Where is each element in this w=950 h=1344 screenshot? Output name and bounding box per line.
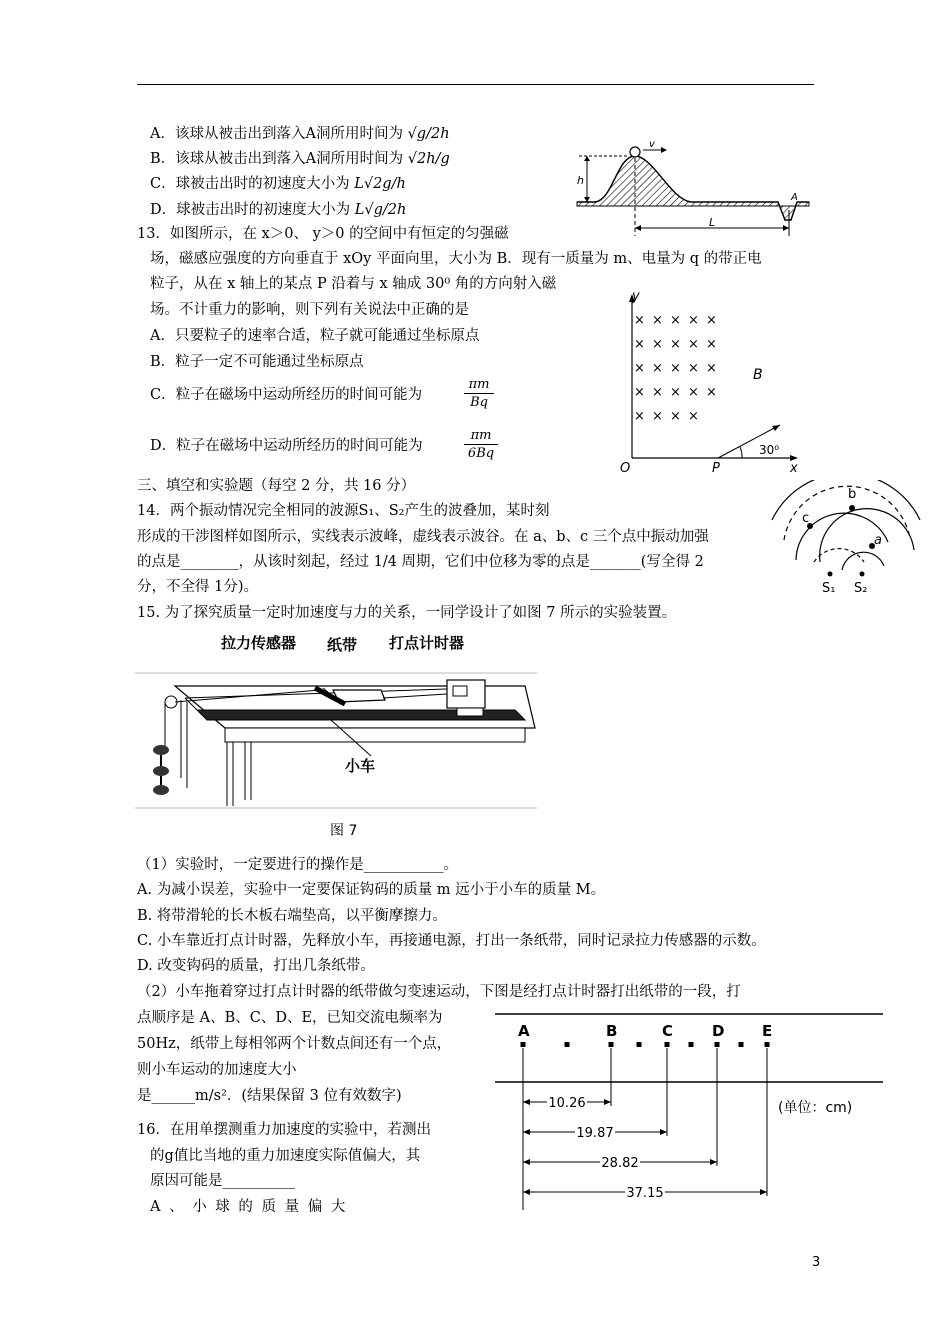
field-cross-mark: × bbox=[688, 337, 699, 352]
fig13-y-label: y bbox=[632, 289, 640, 304]
tape-count-dot bbox=[609, 1042, 614, 1047]
q15-intro: 15. 为了探究质量一定时加速度与力的关系，一同学设计了如图 7 所示的实验装置。 bbox=[137, 605, 677, 621]
tape-intermediate-dot bbox=[689, 1042, 694, 1047]
q13-option-b: B．粒子一定不可能通过坐标原点 bbox=[150, 354, 364, 370]
label-timer: 打点计时器 bbox=[389, 634, 465, 652]
tape-distance-label: 19.87 bbox=[576, 1126, 614, 1141]
fig14-c-label: c bbox=[802, 511, 810, 526]
q15-part2-line4: 则小车运动的加速度大小 bbox=[137, 1062, 297, 1078]
field-cross-mark: × bbox=[688, 313, 699, 328]
q12-option-d bbox=[150, 200, 406, 220]
q15-part2-line5: 是______m/s²．(结果保留 3 位有效数字) bbox=[137, 1088, 402, 1104]
golf-hill-figure bbox=[573, 140, 813, 240]
field-cross-mark: × bbox=[634, 409, 645, 424]
figure7-caption: 图 7 bbox=[330, 823, 358, 839]
fig12-v-label: v bbox=[649, 140, 655, 150]
q16-line3: 原因可能是__________ bbox=[150, 1173, 295, 1189]
label-cart: 小车 bbox=[345, 757, 376, 775]
field-cross-mark: × bbox=[688, 385, 699, 400]
field-cross-mark: × bbox=[652, 361, 663, 376]
q15-part2-line3: 50Hz，纸带上每相邻两个计数点间还有一个点， bbox=[137, 1036, 452, 1052]
label-force-sensor: 拉力传感器 bbox=[221, 634, 297, 652]
tape-point-label: D bbox=[712, 1022, 725, 1040]
q12-option-c-text: C．球被击出时的初速度大小为 bbox=[150, 176, 350, 192]
field-cross-mark: × bbox=[634, 313, 645, 328]
field-cross-mark: × bbox=[652, 385, 663, 400]
q15-part2-line1: （2）小车拖着穿过打点计时器的纸带做匀变速运动，下图是经打点计时器打出纸带的一段，打 bbox=[137, 984, 741, 1000]
field-cross-mark: × bbox=[688, 409, 699, 424]
tape-count-dot bbox=[521, 1042, 526, 1047]
field-cross-mark: × bbox=[634, 337, 645, 352]
q15-option-a: A. 为减小误差，实验中一定要保证钩码的质量 m 远小于小车的质量 M。 bbox=[137, 882, 606, 898]
q12-option-a-expr: √g/2h bbox=[407, 126, 450, 142]
q16-line2: 的g值比当地的重力加速度实际值偏大，其 bbox=[150, 1148, 421, 1164]
q14-line2: 形成的干涉图样如图所示，实线表示波峰，虚线表示波谷。在 a、b、c 三个点中振动加强 bbox=[137, 529, 709, 545]
fig12-l-label: L bbox=[709, 216, 716, 229]
q16-option-a: A 、 小 球 的 质 量 偏 大 bbox=[150, 1199, 346, 1215]
q13-line3: 粒子，从在 x 轴上的某点 P 沿着与 x 轴成 30⁰ 角的方向射入磁 bbox=[150, 276, 557, 292]
interference-figure bbox=[764, 480, 924, 600]
tape-unit-label: (单位：cm) bbox=[778, 1100, 853, 1116]
field-cross-mark: × bbox=[652, 337, 663, 352]
tape-intermediate-dot bbox=[739, 1042, 744, 1047]
field-crosses bbox=[634, 313, 717, 424]
q16-line1: 16．在用单摆测重力加速度的实验中，若测出 bbox=[137, 1122, 431, 1138]
q13-option-d: D．粒子在磁场中运动所经历的时间可能为 bbox=[150, 438, 423, 454]
q13-line4: 场。不计重力的影响，则下列有关说法中正确的是 bbox=[150, 302, 469, 318]
field-cross-mark: × bbox=[670, 361, 681, 376]
fig13-o-label: O bbox=[620, 461, 631, 474]
tape-count-dot bbox=[715, 1042, 720, 1047]
field-cross-mark: × bbox=[634, 385, 645, 400]
q13-option-d-fraction bbox=[464, 428, 498, 462]
q13-line2: 场，磁感应强度的方向垂直于 xOy 平面向里，大小为 B．现有一质量为 m、电量为 q 的带正电 bbox=[150, 251, 762, 267]
section3-heading: 三、填空和实验题（每空 2 分，共 16 分） bbox=[137, 478, 416, 494]
q12-option-d-expr: L√g/2h bbox=[354, 202, 407, 218]
tape-intermediate-dot bbox=[637, 1042, 642, 1047]
q13-d-denominator: 6Bq bbox=[467, 446, 495, 461]
page-number: 3 bbox=[812, 1255, 821, 1270]
fig14-s2-label: S₂ bbox=[854, 581, 868, 596]
tape-dimension-arrow bbox=[710, 1159, 717, 1165]
fig13-p-label: P bbox=[712, 461, 720, 474]
fig13-x-label: x bbox=[790, 461, 798, 474]
fig14-s1-label: S₁ bbox=[822, 581, 836, 596]
fig12-a-label: A bbox=[791, 192, 798, 203]
top-rule bbox=[137, 84, 814, 85]
tape-point-label: C bbox=[662, 1022, 674, 1040]
label-paper-tape: 纸带 bbox=[327, 636, 358, 654]
q13-line1: 13．如图所示，在 x＞0、 y＞0 的空间中有恒定的匀强磁 bbox=[137, 226, 509, 242]
tape-dimensions bbox=[523, 1048, 767, 1210]
q14-line3: 的点是________，从该时刻起，经过 1/4 周期，它们中位移为零的点是_______(写全得 2 bbox=[137, 554, 704, 570]
q13-option-c-fraction bbox=[464, 377, 494, 411]
fig13-b-label: B bbox=[753, 367, 763, 383]
field-cross-mark: × bbox=[706, 385, 717, 400]
q12-option-a-text: A．该球从被击出到落入A洞所用时间为 bbox=[150, 126, 403, 142]
tape-point-label: A bbox=[518, 1022, 530, 1040]
q12-option-c-expr: L√2g/h bbox=[354, 176, 406, 192]
cart-apparatus-figure bbox=[135, 628, 540, 813]
tape-dimension-arrow bbox=[523, 1189, 530, 1195]
field-cross-mark: × bbox=[706, 361, 717, 376]
tape-dimension-arrow bbox=[604, 1099, 611, 1105]
tape-point-label: B bbox=[606, 1022, 618, 1040]
q15-option-b: B. 将带滑轮的长木板右端垫高，以平衡摩擦力。 bbox=[137, 908, 447, 924]
tape-distance-label: 37.15 bbox=[626, 1186, 664, 1201]
tape-dimension-arrow bbox=[523, 1159, 530, 1165]
field-cross-mark: × bbox=[670, 385, 681, 400]
fig14-b-label: b bbox=[848, 487, 857, 502]
fig14-a-label: a bbox=[874, 533, 882, 548]
q15-option-d: D. 改变钩码的质量，打出几条纸带。 bbox=[137, 958, 375, 974]
q13-d-numerator: πm bbox=[464, 428, 498, 445]
tape-count-dot bbox=[765, 1042, 770, 1047]
tape-dimension-arrow bbox=[523, 1129, 530, 1135]
tape-dimension-arrow bbox=[660, 1129, 667, 1135]
tape-distance-label: 28.82 bbox=[601, 1156, 639, 1171]
tape-dimension-arrow bbox=[760, 1189, 767, 1195]
q13-option-c: C．粒子在磁场中运动所经历的时间可能为 bbox=[150, 387, 423, 403]
field-cross-mark: × bbox=[634, 361, 645, 376]
field-cross-mark: × bbox=[652, 409, 663, 424]
q12-option-d-text: D．球被击出时的初速度大小为 bbox=[150, 202, 351, 218]
q12-option-b-text: B．该球从被击出到落入A洞所用时间为 bbox=[150, 151, 404, 167]
tape-count-points bbox=[518, 1022, 772, 1047]
field-cross-mark: × bbox=[688, 361, 699, 376]
paper-tape-figure bbox=[495, 1010, 885, 1220]
q14-line4: 分，不全得 1分)。 bbox=[137, 579, 258, 595]
fig13-angle-label: 30⁰ bbox=[759, 443, 780, 457]
field-cross-mark: × bbox=[706, 337, 717, 352]
field-cross-mark: × bbox=[652, 313, 663, 328]
q12-option-b bbox=[150, 149, 450, 169]
tape-point-label: E bbox=[762, 1022, 773, 1040]
q13-c-numerator: πm bbox=[464, 377, 494, 394]
q12-option-b-expr: √2h/g bbox=[407, 151, 450, 167]
magnetic-field-figure bbox=[610, 282, 810, 474]
field-cross-mark: × bbox=[706, 313, 717, 328]
tape-distance-label: 10.26 bbox=[548, 1096, 586, 1111]
q14-line1: 14．两个振动情况完全相同的波源S₁、S₂产生的波叠加，某时刻 bbox=[137, 503, 550, 519]
q12-option-c bbox=[150, 174, 406, 194]
q13-option-a: A．只要粒子的速率合适，粒子就可能通过坐标原点 bbox=[150, 328, 480, 344]
q15-part1: （1）实验时，一定要进行的操作是___________。 bbox=[137, 857, 458, 873]
fig12-h-label: h bbox=[577, 174, 584, 187]
field-cross-mark: × bbox=[670, 337, 681, 352]
q13-c-denominator: Bq bbox=[470, 395, 488, 410]
field-cross-mark: × bbox=[670, 409, 681, 424]
tape-dimension-arrow bbox=[523, 1099, 530, 1105]
tape-intermediate-dot bbox=[565, 1042, 570, 1047]
field-cross-mark: × bbox=[670, 313, 681, 328]
tape-count-dot bbox=[665, 1042, 670, 1047]
q12-option-a bbox=[150, 124, 450, 144]
q15-part2-line2: 点顺序是 A、B、C、D、E，已知交流电频率为 bbox=[137, 1010, 443, 1026]
q15-option-c: C. 小车靠近打点计时器，先释放小车，再接通电源，打出一条纸带，同时记录拉力传感器的示数。 bbox=[137, 933, 766, 949]
